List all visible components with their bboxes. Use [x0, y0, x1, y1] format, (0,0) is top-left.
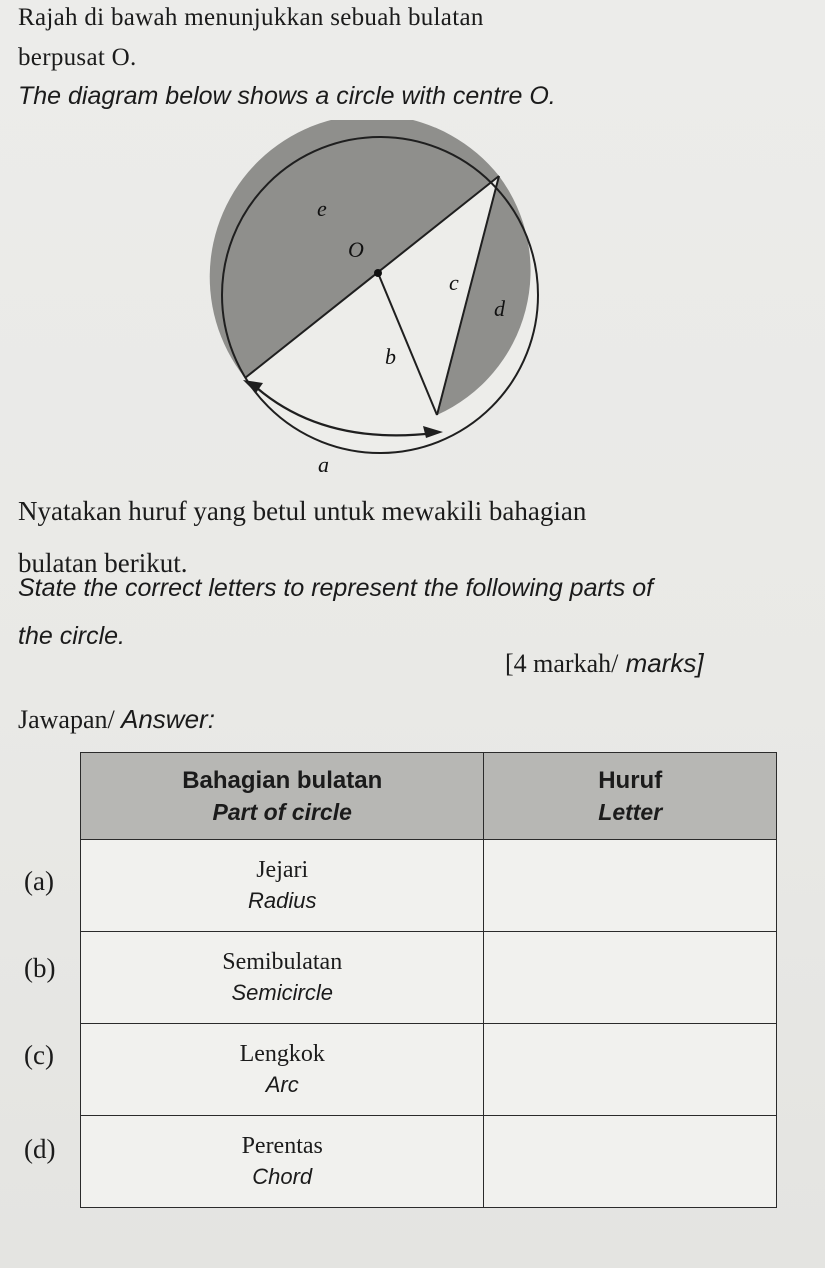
answer-cell-arc[interactable] [484, 1024, 777, 1116]
part-cell-arc [81, 1024, 484, 1116]
label-d: d [494, 296, 505, 321]
row-label-d: (d) [24, 1134, 56, 1164]
row-label-c: (c) [24, 1040, 54, 1070]
part-malay: Lengkok [239, 1041, 325, 1067]
part-cell-radius [81, 840, 484, 932]
instruction-english-line2: the circle. [18, 622, 125, 650]
part-cell-chord [81, 1116, 484, 1208]
label-e: e [317, 196, 327, 221]
question-malay-line2: berpusat O. [18, 44, 137, 71]
label-o: O [348, 237, 364, 262]
instruction-malay-line1: Nyatakan huruf yang betul untuk mewakili bahagian [18, 496, 587, 526]
header-part-malay: Bahagian bulatan [182, 766, 383, 794]
label-b: b [385, 344, 396, 369]
table-header-row [81, 753, 777, 840]
part-malay: Semibulatan [222, 949, 343, 975]
header-part-english: Part of circle [212, 798, 352, 825]
answer-cell-radius[interactable] [484, 840, 777, 932]
marks-malay: [4 markah/ [505, 649, 619, 678]
table-row [81, 840, 777, 932]
part-cell-semicircle [81, 932, 484, 1024]
header-letter-malay: Huruf [598, 766, 663, 794]
marks-english: marks] [618, 648, 704, 678]
answer-cell-chord[interactable] [484, 1116, 777, 1208]
instruction-malay-line2: bulatan berikut. [18, 548, 188, 578]
table-row [81, 1024, 777, 1116]
answer-heading-english: Answer: [114, 704, 215, 734]
question-english: The diagram below shows a circle with centre O. [18, 82, 556, 110]
circle-diagram [205, 120, 555, 485]
part-english: Chord [252, 1164, 313, 1189]
answer-heading-malay: Jawapan/ [18, 705, 115, 734]
row-label-a: (a) [24, 866, 54, 896]
part-malay: Jejari [256, 857, 309, 883]
question-malay-line1: Rajah di bawah menunjukkan sebuah bulatan [18, 4, 484, 31]
header-letter-english: Letter [598, 798, 663, 825]
part-english: Radius [247, 888, 317, 913]
answer-table [80, 752, 777, 1208]
row-label-b: (b) [24, 953, 56, 983]
label-c: c [449, 270, 459, 295]
answer-cell-semicircle[interactable] [484, 932, 777, 1024]
table-row [81, 932, 777, 1024]
instruction-english-line1: State the correct letters to represent the following parts of [18, 574, 654, 602]
table-row [81, 1116, 777, 1208]
part-english: Arc [265, 1072, 299, 1097]
answer-heading [18, 704, 215, 735]
part-malay: Perentas [241, 1133, 323, 1159]
part-english: Semicircle [231, 980, 333, 1005]
label-a: a [318, 452, 329, 477]
marks-label [505, 648, 704, 679]
header-letter [484, 753, 777, 840]
centre-point [374, 269, 382, 277]
header-part [81, 753, 484, 840]
